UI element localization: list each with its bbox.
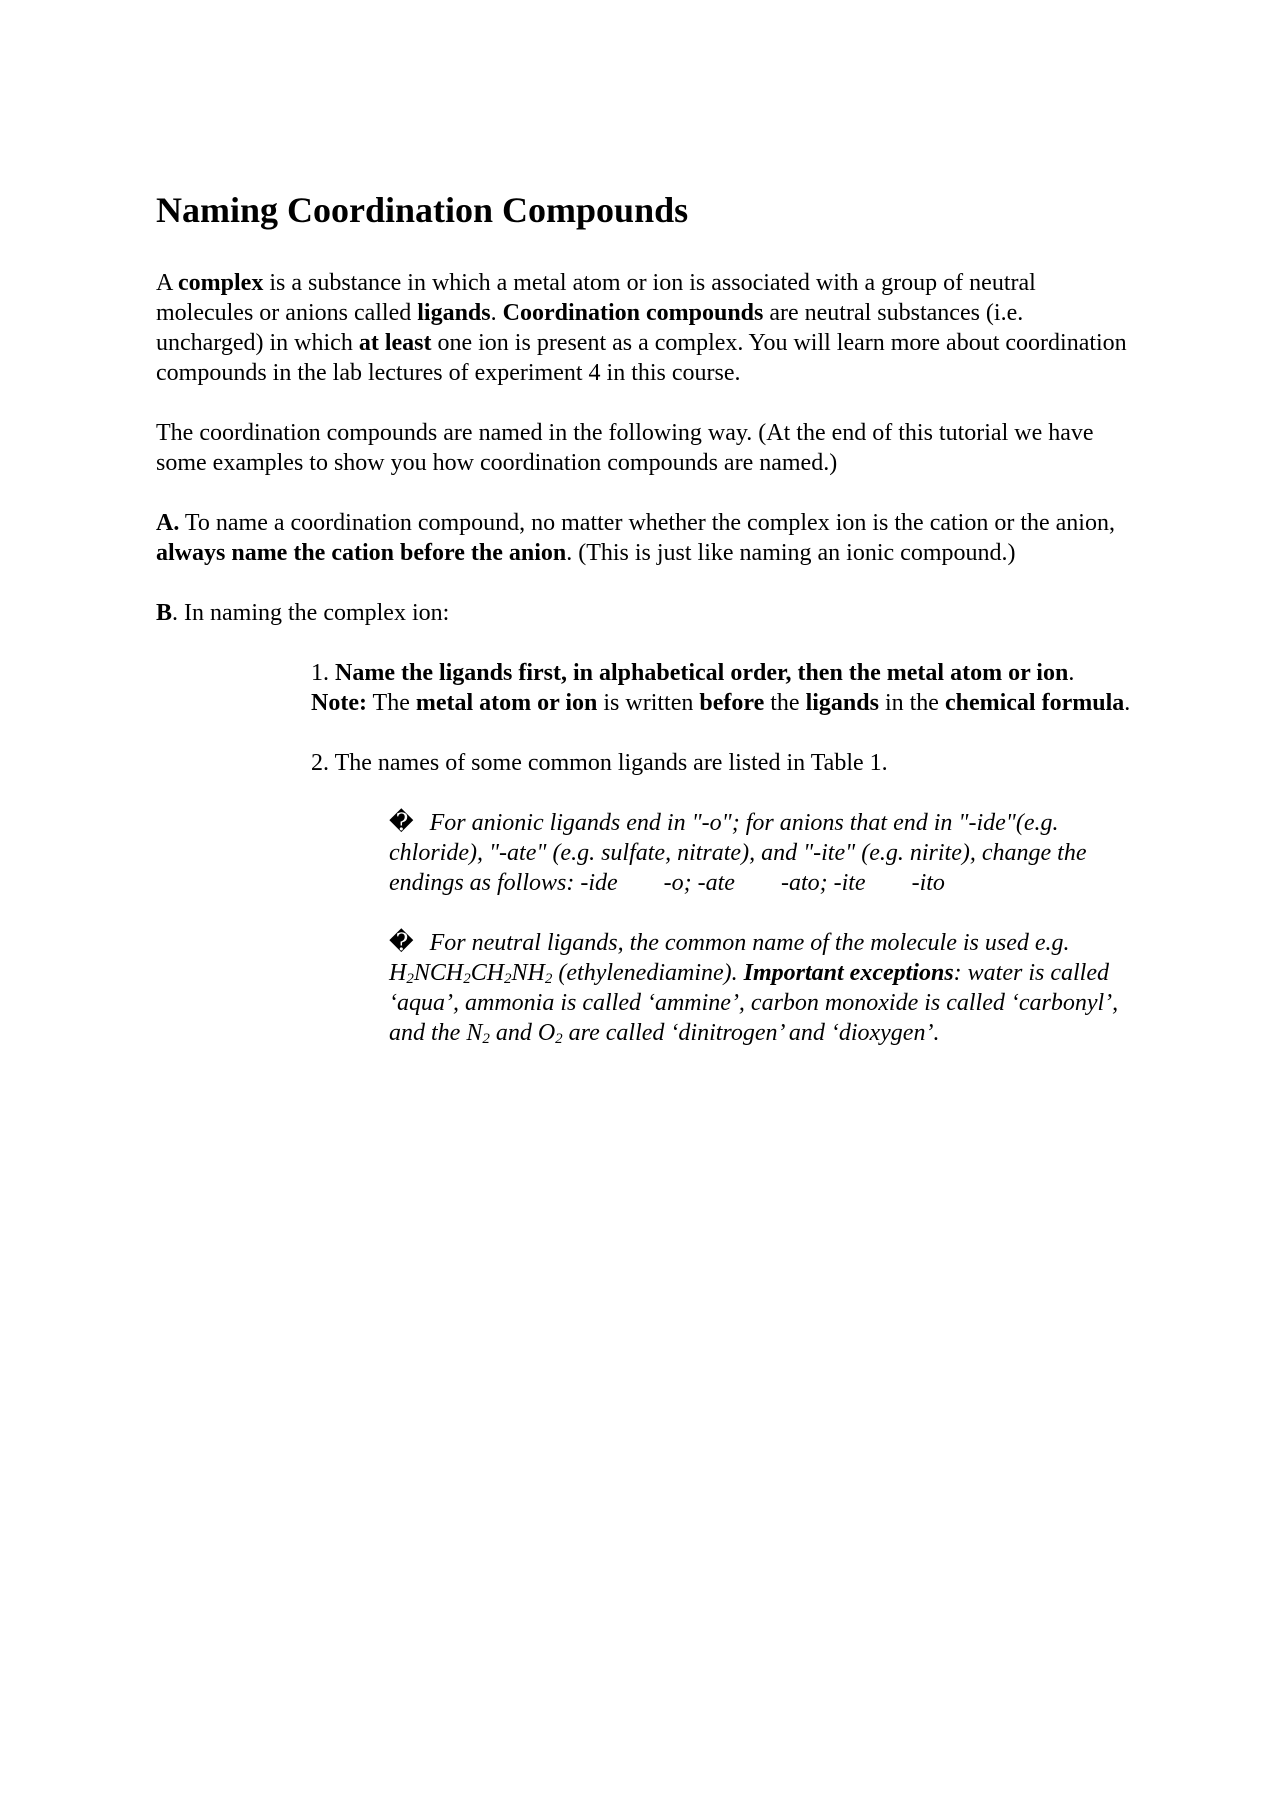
important-exceptions-label: Important exceptions [743, 960, 954, 986]
intro-text-3: . [490, 300, 503, 326]
list-item-2: 2. The names of some common ligands are listed in Table 1. [311, 750, 888, 776]
oxygen-sub: 2 [555, 1031, 563, 1047]
item-1-text-5: in the [878, 690, 945, 716]
page-title: Naming Coordination Compounds [156, 190, 689, 230]
item-1-text-6: . [1124, 690, 1131, 716]
rule-b-label: B [156, 600, 173, 626]
term-at-least: at least [358, 330, 432, 356]
bullet-2-text-2: (ethylenediamine). [552, 960, 744, 986]
rule-b-text: . In naming the complex ion: [172, 600, 450, 626]
rule-b-paragraph [156, 598, 1136, 628]
intro-paragraph [156, 268, 1136, 388]
bullet-2-text-4: and O [489, 1020, 556, 1046]
item-1-text-1: . [1068, 660, 1075, 686]
bullet-2-text-3: : water is called ‘aqua’, ammonia is called ‘ammine’, carbon monoxide is called ‘carbonyl’, and the N [389, 960, 1119, 1046]
intro-text-1: A [156, 270, 179, 296]
nitrogen-sub: 2 [482, 1031, 490, 1047]
item-1-note-label: Note: [311, 690, 367, 716]
item-1-emphasis-2: metal atom or ion [415, 690, 598, 716]
item-1-emphasis-3: before [699, 690, 765, 716]
formula-part-1: H [389, 960, 407, 986]
bullet-2-text-5: are called ‘dinitrogen’ and ‘dioxygen’. [562, 1020, 940, 1046]
item-1-text-2: The [366, 690, 416, 716]
rule-a-text-2: . (This is just like naming an ionic compound.) [566, 540, 1016, 566]
intro-text-2: is a substance in which a metal atom or ion is associated with a group of neutral molecules or anions called [156, 270, 1036, 326]
item-1-emphasis-5: chemical formula [944, 690, 1125, 716]
item-1-emphasis-4: ligands [805, 690, 879, 716]
item-1-number: 1. [311, 660, 335, 686]
term-complex: complex [178, 270, 264, 296]
rule-a-label: A. [156, 510, 180, 536]
formula-sub-1: 2 [406, 971, 414, 987]
bullet-1-text-4: -ito [911, 870, 945, 896]
item-1-emphasis-1: Name the ligands first, in alphabetical order, then the metal atom or ion [335, 660, 1069, 686]
rule-a-text-1: To name a coordination compound, no matter whether the complex ion is the cation or the anion, [179, 510, 1115, 536]
term-coordination-compounds: Coordination compounds [502, 300, 764, 326]
bullet-1-text-1: For anionic ligands end in "-o"; for anions that end in "-ide"(e.g. chloride), "-ate" (e.g. sulfate, nitrate), and "-ite" (e.g. nirite), change the endings as follows: -ide [389, 810, 1087, 896]
intro-text-5: one ion is present as a complex. You will learn more about coordination compounds in the lab lectures of experiment 4 in this course. [156, 330, 1127, 386]
formula-sub-2: 2 [463, 971, 471, 987]
bullet-glyph-icon: � [389, 810, 414, 836]
formula-part-3: CH [470, 960, 505, 986]
formula-sub-3: 2 [504, 971, 512, 987]
intro-text-4: are neutral substances (i.e. uncharged) in which [156, 300, 1024, 356]
document-page [156, 186, 1136, 1048]
bullet-anionic-ligands [389, 808, 1136, 898]
naming-way-paragraph: The coordination compounds are named in the following way. (At the end of this tutorial we have some examples to show you how coordination compounds are named.) [156, 420, 1094, 476]
item-1-text-3: is written [597, 690, 700, 716]
term-ligands: ligands [417, 300, 491, 326]
rule-a-emphasis: always name the cation before the anion [156, 540, 567, 566]
formula-sub-4: 2 [544, 971, 553, 987]
rule-a-paragraph [156, 508, 1136, 568]
bullet-1-text-3: -ato; -ite [780, 870, 866, 896]
bullet-neutral-ligands [389, 928, 1136, 1048]
bullet-1-text-2: -o; -ate [663, 870, 735, 896]
formula-part-2: NCH [413, 960, 464, 986]
formula-part-4: NH [511, 960, 545, 986]
list-item-1 [311, 658, 1136, 718]
bullet-2-text-1: For neutral ligands, the common name of the molecule is used e.g. [423, 930, 1070, 956]
bullet-glyph-icon: � [389, 930, 414, 956]
item-1-text-4: the [764, 690, 806, 716]
